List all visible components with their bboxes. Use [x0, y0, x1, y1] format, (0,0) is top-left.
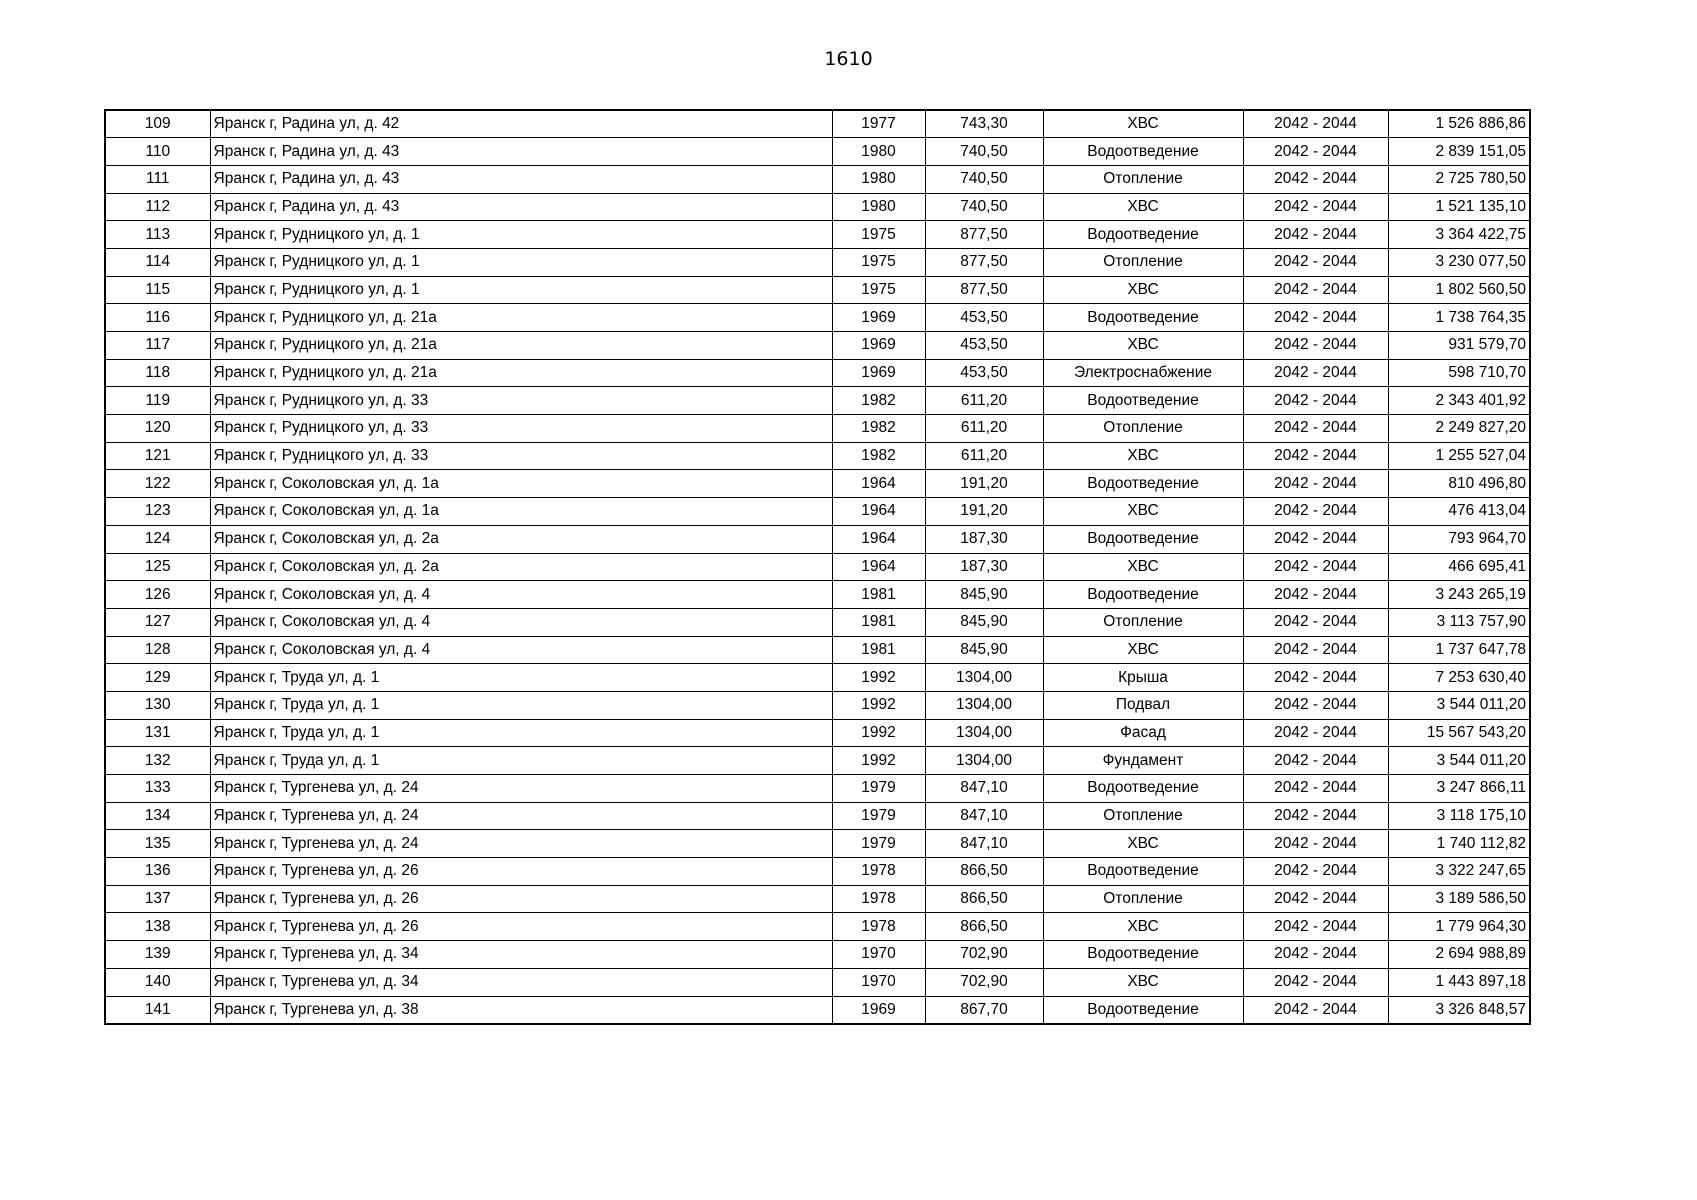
year-built-cell: 1975 — [832, 248, 925, 276]
address-cell: Яранск г, Тургенева ул, д. 24 — [210, 775, 832, 803]
year-built-cell: 1980 — [832, 165, 925, 193]
address-cell: Яранск г, Соколовская ул, д. 4 — [210, 636, 832, 664]
period-cell: 2042 - 2044 — [1243, 802, 1388, 830]
address-cell: Яранск г, Тургенева ул, д. 26 — [210, 913, 832, 941]
area-cell: 847,10 — [925, 830, 1043, 858]
work-type-cell: ХВС — [1043, 332, 1243, 360]
cost-cell: 2 343 401,92 — [1388, 387, 1530, 415]
area-cell: 866,50 — [925, 858, 1043, 886]
work-type-cell: Отопление — [1043, 608, 1243, 636]
row-number-cell: 111 — [105, 165, 210, 193]
year-built-cell: 1981 — [832, 636, 925, 664]
work-type-cell: ХВС — [1043, 636, 1243, 664]
table-row — [105, 775, 1530, 803]
table-row — [105, 415, 1530, 443]
cost-cell: 2 839 151,05 — [1388, 138, 1530, 166]
area-cell: 611,20 — [925, 387, 1043, 415]
table-row — [105, 248, 1530, 276]
address-cell: Яранск г, Соколовская ул, д. 2а — [210, 525, 832, 553]
table-row — [105, 442, 1530, 470]
area-cell: 866,50 — [925, 913, 1043, 941]
table-row — [105, 719, 1530, 747]
table-row — [105, 165, 1530, 193]
year-built-cell: 1978 — [832, 858, 925, 886]
work-type-cell: Водоотведение — [1043, 858, 1243, 886]
address-cell: Яранск г, Радина ул, д. 43 — [210, 193, 832, 221]
period-cell: 2042 - 2044 — [1243, 636, 1388, 664]
area-cell: 702,90 — [925, 968, 1043, 996]
address-cell: Яранск г, Соколовская ул, д. 2а — [210, 553, 832, 581]
year-built-cell: 1982 — [832, 442, 925, 470]
table-row — [105, 608, 1530, 636]
period-cell: 2042 - 2044 — [1243, 193, 1388, 221]
work-type-cell: ХВС — [1043, 498, 1243, 526]
table-row — [105, 747, 1530, 775]
work-type-cell: ХВС — [1043, 553, 1243, 581]
area-cell: 877,50 — [925, 248, 1043, 276]
cost-cell: 2 725 780,50 — [1388, 165, 1530, 193]
cost-cell: 1 802 560,50 — [1388, 276, 1530, 304]
row-number-cell: 118 — [105, 359, 210, 387]
address-cell: Яранск г, Труда ул, д. 1 — [210, 719, 832, 747]
address-cell: Яранск г, Рудницкого ул, д. 33 — [210, 415, 832, 443]
row-number-cell: 117 — [105, 332, 210, 360]
period-cell: 2042 - 2044 — [1243, 415, 1388, 443]
year-built-cell: 1978 — [832, 885, 925, 913]
table-row — [105, 830, 1530, 858]
address-cell: Яранск г, Труда ул, д. 1 — [210, 691, 832, 719]
row-number-cell: 139 — [105, 941, 210, 969]
row-number-cell: 109 — [105, 110, 210, 138]
area-cell: 611,20 — [925, 415, 1043, 443]
period-cell: 2042 - 2044 — [1243, 165, 1388, 193]
address-cell: Яранск г, Соколовская ул, д. 4 — [210, 581, 832, 609]
area-cell: 740,50 — [925, 165, 1043, 193]
work-type-cell: Водоотведение — [1043, 470, 1243, 498]
row-number-cell: 124 — [105, 525, 210, 553]
table-row — [105, 581, 1530, 609]
period-cell: 2042 - 2044 — [1243, 775, 1388, 803]
address-cell: Яранск г, Рудницкого ул, д. 1 — [210, 221, 832, 249]
year-built-cell: 1992 — [832, 719, 925, 747]
period-cell: 2042 - 2044 — [1243, 691, 1388, 719]
year-built-cell: 1979 — [832, 830, 925, 858]
row-number-cell: 135 — [105, 830, 210, 858]
address-cell: Яранск г, Радина ул, д. 43 — [210, 165, 832, 193]
work-type-cell: ХВС — [1043, 110, 1243, 138]
year-built-cell: 1982 — [832, 415, 925, 443]
area-cell: 845,90 — [925, 581, 1043, 609]
registry-table — [104, 109, 1531, 1025]
row-number-cell: 129 — [105, 664, 210, 692]
cost-cell: 3 322 247,65 — [1388, 858, 1530, 886]
cost-cell: 3 247 866,11 — [1388, 775, 1530, 803]
table-row — [105, 387, 1530, 415]
work-type-cell: Отопление — [1043, 885, 1243, 913]
period-cell: 2042 - 2044 — [1243, 276, 1388, 304]
year-built-cell: 1964 — [832, 525, 925, 553]
cost-cell: 3 118 175,10 — [1388, 802, 1530, 830]
period-cell: 2042 - 2044 — [1243, 941, 1388, 969]
year-built-cell: 1969 — [832, 332, 925, 360]
year-built-cell: 1979 — [832, 775, 925, 803]
period-cell: 2042 - 2044 — [1243, 304, 1388, 332]
table-row — [105, 138, 1530, 166]
table-row — [105, 304, 1530, 332]
cost-cell: 466 695,41 — [1388, 553, 1530, 581]
year-built-cell: 1992 — [832, 691, 925, 719]
work-type-cell: Отопление — [1043, 415, 1243, 443]
cost-cell: 3 230 077,50 — [1388, 248, 1530, 276]
cost-cell: 1 255 527,04 — [1388, 442, 1530, 470]
work-type-cell: ХВС — [1043, 968, 1243, 996]
table-row — [105, 802, 1530, 830]
page-number: 1610 — [824, 48, 873, 70]
period-cell: 2042 - 2044 — [1243, 359, 1388, 387]
period-cell: 2042 - 2044 — [1243, 913, 1388, 941]
year-built-cell: 1969 — [832, 359, 925, 387]
area-cell: 1304,00 — [925, 691, 1043, 719]
row-number-cell: 116 — [105, 304, 210, 332]
row-number-cell: 140 — [105, 968, 210, 996]
table-row — [105, 858, 1530, 886]
cost-cell: 7 253 630,40 — [1388, 664, 1530, 692]
table-row — [105, 470, 1530, 498]
cost-cell: 1 521 135,10 — [1388, 193, 1530, 221]
year-built-cell: 1981 — [832, 581, 925, 609]
cost-cell: 476 413,04 — [1388, 498, 1530, 526]
cost-cell: 2 694 988,89 — [1388, 941, 1530, 969]
area-cell: 1304,00 — [925, 719, 1043, 747]
area-cell: 845,90 — [925, 636, 1043, 664]
row-number-cell: 122 — [105, 470, 210, 498]
work-type-cell: ХВС — [1043, 442, 1243, 470]
area-cell: 847,10 — [925, 775, 1043, 803]
table-row — [105, 359, 1530, 387]
row-number-cell: 136 — [105, 858, 210, 886]
period-cell: 2042 - 2044 — [1243, 608, 1388, 636]
address-cell: Яранск г, Соколовская ул, д. 1а — [210, 498, 832, 526]
area-cell: 187,30 — [925, 553, 1043, 581]
row-number-cell: 141 — [105, 996, 210, 1024]
period-cell: 2042 - 2044 — [1243, 885, 1388, 913]
year-built-cell: 1978 — [832, 913, 925, 941]
row-number-cell: 133 — [105, 775, 210, 803]
address-cell: Яранск г, Рудницкого ул, д. 21а — [210, 359, 832, 387]
cost-cell: 598 710,70 — [1388, 359, 1530, 387]
row-number-cell: 137 — [105, 885, 210, 913]
period-cell: 2042 - 2044 — [1243, 470, 1388, 498]
year-built-cell: 1964 — [832, 498, 925, 526]
area-cell: 877,50 — [925, 276, 1043, 304]
table-row — [105, 525, 1530, 553]
row-number-cell: 121 — [105, 442, 210, 470]
registry-table-body — [105, 110, 1530, 1024]
area-cell: 740,50 — [925, 138, 1043, 166]
period-cell: 2042 - 2044 — [1243, 248, 1388, 276]
year-built-cell: 1964 — [832, 553, 925, 581]
cost-cell: 3 326 848,57 — [1388, 996, 1530, 1024]
table-row — [105, 968, 1530, 996]
period-cell: 2042 - 2044 — [1243, 442, 1388, 470]
work-type-cell: Фундамент — [1043, 747, 1243, 775]
cost-cell: 15 567 543,20 — [1388, 719, 1530, 747]
cost-cell: 3 189 586,50 — [1388, 885, 1530, 913]
year-built-cell: 1975 — [832, 221, 925, 249]
address-cell: Яранск г, Труда ул, д. 1 — [210, 747, 832, 775]
area-cell: 187,30 — [925, 525, 1043, 553]
row-number-cell: 138 — [105, 913, 210, 941]
year-built-cell: 1980 — [832, 138, 925, 166]
address-cell: Яранск г, Радина ул, д. 42 — [210, 110, 832, 138]
year-built-cell: 1969 — [832, 304, 925, 332]
area-cell: 877,50 — [925, 221, 1043, 249]
period-cell: 2042 - 2044 — [1243, 387, 1388, 415]
row-number-cell: 130 — [105, 691, 210, 719]
area-cell: 453,50 — [925, 359, 1043, 387]
period-cell: 2042 - 2044 — [1243, 719, 1388, 747]
period-cell: 2042 - 2044 — [1243, 747, 1388, 775]
cost-cell: 931 579,70 — [1388, 332, 1530, 360]
address-cell: Яранск г, Рудницкого ул, д. 33 — [210, 387, 832, 415]
table-row — [105, 664, 1530, 692]
cost-cell: 3 544 011,20 — [1388, 747, 1530, 775]
work-type-cell: ХВС — [1043, 193, 1243, 221]
table-row — [105, 913, 1530, 941]
address-cell: Яранск г, Соколовская ул, д. 1а — [210, 470, 832, 498]
row-number-cell: 126 — [105, 581, 210, 609]
work-type-cell: Крыша — [1043, 664, 1243, 692]
year-built-cell: 1969 — [832, 996, 925, 1024]
area-cell: 1304,00 — [925, 747, 1043, 775]
table-row — [105, 996, 1530, 1024]
period-cell: 2042 - 2044 — [1243, 138, 1388, 166]
year-built-cell: 1980 — [832, 193, 925, 221]
area-cell: 191,20 — [925, 470, 1043, 498]
row-number-cell: 131 — [105, 719, 210, 747]
area-cell: 453,50 — [925, 332, 1043, 360]
year-built-cell: 1970 — [832, 941, 925, 969]
period-cell: 2042 - 2044 — [1243, 525, 1388, 553]
row-number-cell: 128 — [105, 636, 210, 664]
table-row — [105, 332, 1530, 360]
cost-cell: 793 964,70 — [1388, 525, 1530, 553]
work-type-cell: Водоотведение — [1043, 138, 1243, 166]
work-type-cell: Отопление — [1043, 165, 1243, 193]
area-cell: 191,20 — [925, 498, 1043, 526]
year-built-cell: 1992 — [832, 664, 925, 692]
work-type-cell: ХВС — [1043, 276, 1243, 304]
address-cell: Яранск г, Труда ул, д. 1 — [210, 664, 832, 692]
year-built-cell: 1979 — [832, 802, 925, 830]
year-built-cell: 1975 — [832, 276, 925, 304]
address-cell: Яранск г, Рудницкого ул, д. 1 — [210, 276, 832, 304]
period-cell: 2042 - 2044 — [1243, 581, 1388, 609]
row-number-cell: 132 — [105, 747, 210, 775]
table-row — [105, 221, 1530, 249]
cost-cell: 1 526 886,86 — [1388, 110, 1530, 138]
work-type-cell: Водоотведение — [1043, 996, 1243, 1024]
table-row — [105, 110, 1530, 138]
address-cell: Яранск г, Соколовская ул, д. 4 — [210, 608, 832, 636]
area-cell: 740,50 — [925, 193, 1043, 221]
work-type-cell: Электроснабжение — [1043, 359, 1243, 387]
table-row — [105, 885, 1530, 913]
cost-cell: 3 364 422,75 — [1388, 221, 1530, 249]
period-cell: 2042 - 2044 — [1243, 332, 1388, 360]
work-type-cell: Фасад — [1043, 719, 1243, 747]
work-type-cell: Водоотведение — [1043, 581, 1243, 609]
period-cell: 2042 - 2044 — [1243, 830, 1388, 858]
period-cell: 2042 - 2044 — [1243, 221, 1388, 249]
work-type-cell: Водоотведение — [1043, 221, 1243, 249]
work-type-cell: ХВС — [1043, 830, 1243, 858]
period-cell: 2042 - 2044 — [1243, 664, 1388, 692]
cost-cell: 1 737 647,78 — [1388, 636, 1530, 664]
year-built-cell: 1982 — [832, 387, 925, 415]
cost-cell: 1 443 897,18 — [1388, 968, 1530, 996]
year-built-cell: 1977 — [832, 110, 925, 138]
year-built-cell: 1992 — [832, 747, 925, 775]
period-cell: 2042 - 2044 — [1243, 110, 1388, 138]
period-cell: 2042 - 2044 — [1243, 498, 1388, 526]
row-number-cell: 114 — [105, 248, 210, 276]
work-type-cell: Подвал — [1043, 691, 1243, 719]
address-cell: Яранск г, Рудницкого ул, д. 21а — [210, 304, 832, 332]
table-row — [105, 276, 1530, 304]
table-row — [105, 636, 1530, 664]
address-cell: Яранск г, Тургенева ул, д. 26 — [210, 858, 832, 886]
row-number-cell: 119 — [105, 387, 210, 415]
address-cell: Яранск г, Рудницкого ул, д. 1 — [210, 248, 832, 276]
work-type-cell: Водоотведение — [1043, 387, 1243, 415]
address-cell: Яранск г, Тургенева ул, д. 24 — [210, 802, 832, 830]
work-type-cell: Водоотведение — [1043, 775, 1243, 803]
period-cell: 2042 - 2044 — [1243, 858, 1388, 886]
work-type-cell: Отопление — [1043, 248, 1243, 276]
period-cell: 2042 - 2044 — [1243, 553, 1388, 581]
cost-cell: 3 113 757,90 — [1388, 608, 1530, 636]
table-row — [105, 941, 1530, 969]
area-cell: 847,10 — [925, 802, 1043, 830]
year-built-cell: 1970 — [832, 968, 925, 996]
table-row — [105, 193, 1530, 221]
year-built-cell: 1964 — [832, 470, 925, 498]
area-cell: 702,90 — [925, 941, 1043, 969]
period-cell: 2042 - 2044 — [1243, 996, 1388, 1024]
row-number-cell: 112 — [105, 193, 210, 221]
cost-cell: 2 249 827,20 — [1388, 415, 1530, 443]
area-cell: 1304,00 — [925, 664, 1043, 692]
address-cell: Яранск г, Тургенева ул, д. 38 — [210, 996, 832, 1024]
cost-cell: 1 740 112,82 — [1388, 830, 1530, 858]
row-number-cell: 110 — [105, 138, 210, 166]
work-type-cell: ХВС — [1043, 913, 1243, 941]
year-built-cell: 1981 — [832, 608, 925, 636]
area-cell: 611,20 — [925, 442, 1043, 470]
work-type-cell: Водоотведение — [1043, 304, 1243, 332]
cost-cell: 1 779 964,30 — [1388, 913, 1530, 941]
row-number-cell: 125 — [105, 553, 210, 581]
address-cell: Яранск г, Рудницкого ул, д. 21а — [210, 332, 832, 360]
cost-cell: 1 738 764,35 — [1388, 304, 1530, 332]
cost-cell: 3 544 011,20 — [1388, 691, 1530, 719]
row-number-cell: 120 — [105, 415, 210, 443]
area-cell: 866,50 — [925, 885, 1043, 913]
area-cell: 743,30 — [925, 110, 1043, 138]
row-number-cell: 123 — [105, 498, 210, 526]
address-cell: Яранск г, Тургенева ул, д. 34 — [210, 968, 832, 996]
address-cell: Яранск г, Тургенева ул, д. 24 — [210, 830, 832, 858]
row-number-cell: 113 — [105, 221, 210, 249]
address-cell: Яранск г, Тургенева ул, д. 34 — [210, 941, 832, 969]
row-number-cell: 115 — [105, 276, 210, 304]
table-row — [105, 553, 1530, 581]
work-type-cell: Водоотведение — [1043, 941, 1243, 969]
cost-cell: 810 496,80 — [1388, 470, 1530, 498]
work-type-cell: Водоотведение — [1043, 525, 1243, 553]
work-type-cell: Отопление — [1043, 802, 1243, 830]
area-cell: 845,90 — [925, 608, 1043, 636]
row-number-cell: 127 — [105, 608, 210, 636]
table-row — [105, 691, 1530, 719]
area-cell: 867,70 — [925, 996, 1043, 1024]
table-row — [105, 498, 1530, 526]
row-number-cell: 134 — [105, 802, 210, 830]
address-cell: Яранск г, Рудницкого ул, д. 33 — [210, 442, 832, 470]
address-cell: Яранск г, Радина ул, д. 43 — [210, 138, 832, 166]
period-cell: 2042 - 2044 — [1243, 968, 1388, 996]
address-cell: Яранск г, Тургенева ул, д. 26 — [210, 885, 832, 913]
cost-cell: 3 243 265,19 — [1388, 581, 1530, 609]
area-cell: 453,50 — [925, 304, 1043, 332]
